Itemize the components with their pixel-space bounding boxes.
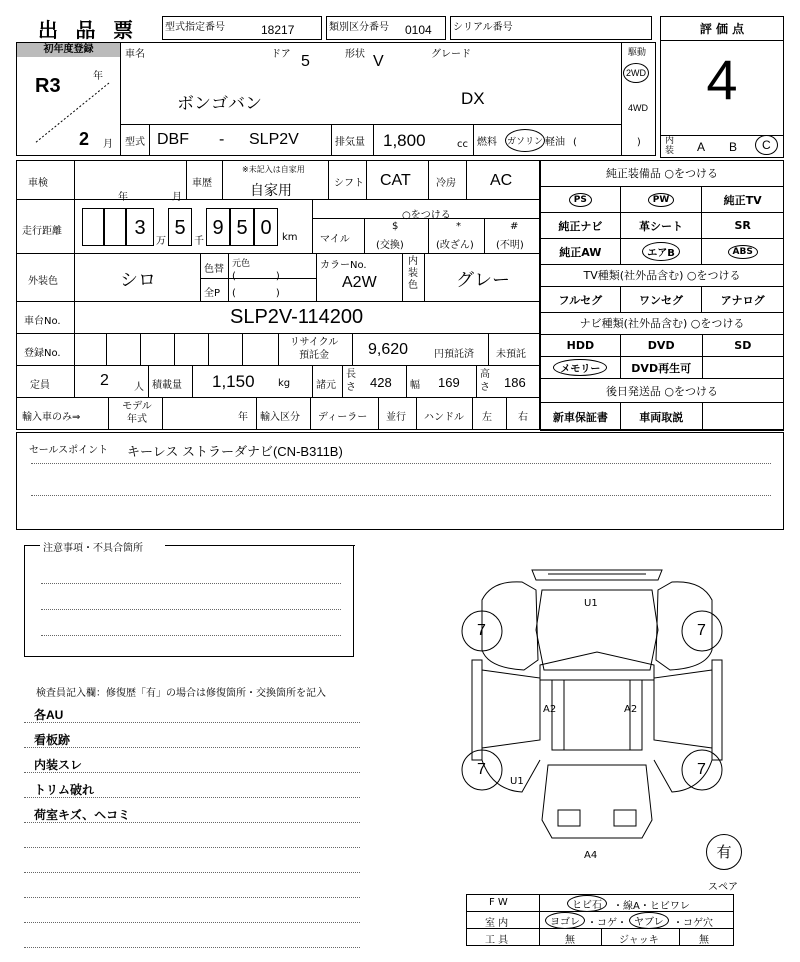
shape-value: V [373, 53, 384, 70]
interior-dirt-circled: ヨゴレ [545, 912, 585, 929]
navi-sd: SD [734, 339, 752, 352]
man-unit: 万 [156, 236, 166, 247]
navi-hdd: HDD [566, 339, 595, 352]
equipment-table [540, 186, 784, 265]
km-unit: km [282, 232, 298, 243]
digit-6: 5 [230, 208, 254, 246]
not-deposited-label: 未預託 [496, 349, 526, 360]
deposited-label: 円預託済 [434, 349, 474, 360]
interior-burn: ・コゲ・ [587, 918, 627, 929]
tire-front-left: 7 [477, 622, 486, 639]
diagram-a4: A4 [584, 850, 598, 861]
interior-cond-label: 室 内 [485, 918, 509, 929]
tv-analog: アナログ [720, 293, 765, 307]
grade-label: グレード [431, 49, 471, 60]
tire-front-right: 7 [697, 622, 706, 639]
later-table [540, 402, 784, 431]
dollar-mark: $ [392, 221, 399, 232]
chassis-number: SLP2V-114200 [230, 306, 364, 328]
fuel-gasoline-circled: ガソリン [505, 129, 545, 152]
tools-label: 工 具 [485, 935, 509, 946]
spare-label: スペア [708, 882, 738, 893]
shift-label: シフト [334, 178, 364, 189]
tv-oneseg: ワンセグ [639, 293, 683, 307]
drive-2wd-circled: 2WD [623, 63, 649, 83]
cc-unit: cc [457, 139, 468, 150]
interior-burn-hole: ・コゲ穴 [673, 918, 713, 929]
navi-memory-circled: メモリー [553, 359, 607, 376]
handle-label: ハンドル [424, 412, 464, 423]
first-reg-label: 初年度登録 [17, 43, 120, 57]
tools-jack: ジャッキ [619, 935, 659, 946]
model-designation-value: 18217 [261, 23, 295, 37]
height-value: 186 [504, 375, 526, 390]
color-no-label: カラーNo. [320, 260, 367, 271]
import-class-label: 輸入区分 [260, 412, 300, 423]
history-value: 自家用 [250, 182, 292, 198]
interior-color: グレー [456, 270, 510, 290]
model-prefix: DBF [157, 131, 189, 148]
door-value: 5 [301, 53, 310, 70]
serial-box [450, 16, 652, 40]
exterior-color: シロ [120, 270, 156, 290]
car-name: ボンゴバン [177, 94, 262, 113]
later-manual: 車両取説 [639, 410, 684, 424]
capacity-label: 定員 [30, 380, 50, 391]
shaken-month: 月 [172, 192, 182, 203]
history-label: 車歴 [192, 178, 212, 189]
drive-label: 駆動 [628, 48, 647, 58]
equip-pw-circled: PW [648, 193, 675, 207]
car-block [16, 42, 656, 156]
tire-rear-right: 7 [697, 761, 706, 778]
load-value: 1,150 [212, 372, 255, 391]
category-value: 0104 [405, 23, 432, 37]
rating-label: 評 価 点 [661, 17, 783, 41]
diagram-a2-left: A2 [543, 704, 557, 715]
hash-note: (不明) [496, 240, 524, 251]
door-label: ドア [271, 49, 291, 60]
navi-title: ナビ種類(社外品含む) ○をつける [579, 317, 745, 330]
notes-frame [24, 545, 354, 657]
displacement-value: 1,800 [383, 131, 426, 150]
page-title: 出 品 票 [38, 20, 140, 42]
ac-label: 冷房 [436, 178, 456, 189]
inspector-item-3: 内装スレ [34, 758, 83, 772]
recycle-label: リサイクル預託金 [289, 337, 339, 361]
equip-abs-circled: ABS [728, 245, 758, 259]
model-designation-box [162, 16, 322, 40]
star-mark: * [456, 221, 461, 232]
model-label: 型式 [125, 137, 145, 148]
shaken-year: 年 [118, 192, 128, 203]
model-value: SLP2V [249, 131, 299, 148]
exterior-color-label: 外装色 [28, 276, 58, 287]
mileage-circle-note: ○をつける [402, 210, 451, 221]
width-value: 169 [438, 375, 460, 390]
tv-title: TV種類(社外品含む) ○をつける [583, 269, 741, 282]
recycle-amount: 9,620 [368, 341, 409, 358]
fw-other: ・線A・ヒビワレ [613, 901, 690, 912]
equip-tv: 純正TV [723, 193, 762, 207]
model-year-label: モデル年式 [122, 401, 152, 425]
length-label: 長さ [346, 369, 356, 393]
registration-label: 登録No. [24, 348, 61, 359]
category-box [326, 16, 446, 40]
model-designation-label: 型式指定番号 [165, 22, 225, 33]
spare-tire-value: 有 [716, 843, 732, 861]
color-no-value: A2W [342, 274, 377, 291]
tools-1: 無 [565, 935, 575, 946]
capacity-unit: 人 [134, 382, 144, 393]
equip-airbag-circled: エアB [642, 242, 680, 261]
navi-table [540, 334, 784, 379]
color-change-label: 色替 [204, 264, 224, 275]
equipment-title: 純正装備品 ○をつける [541, 161, 783, 187]
first-reg-month: 2 [79, 129, 90, 149]
width-label: 幅 [410, 380, 420, 391]
dims-label: 諸元 [316, 380, 336, 391]
later-title: 後日発送品 ○をつける [605, 385, 719, 398]
tire-rear-left: 7 [477, 761, 486, 778]
interior-tear-circled: ヤブレ [629, 912, 669, 929]
dollar-note: (交換) [376, 240, 404, 251]
drive-4wd: 4WD [628, 103, 648, 113]
model-dash: - [219, 131, 225, 148]
mileage-label: 走行距離 [22, 226, 62, 237]
year-unit: 年 [93, 71, 103, 82]
sales-point-box [16, 432, 784, 530]
grade-value: DX [461, 89, 485, 108]
original-color-label: 元色 [232, 259, 251, 269]
import-year-unit: 年 [238, 412, 248, 423]
fuel-diesel: 軽油 [545, 137, 565, 148]
tv-table [540, 286, 784, 313]
equipment-block [540, 160, 784, 430]
allp-label: 全P [204, 288, 221, 299]
displacement-label: 排気量 [335, 137, 365, 148]
original-color-paren: ( ) [232, 271, 280, 282]
chassis-label: 車台No. [24, 316, 61, 327]
capacity-value: 2 [100, 372, 109, 389]
tv-fullseg: フルセグ [558, 293, 603, 307]
inspector-item-4: トリム破れ [34, 783, 95, 797]
kg-unit: kg [278, 378, 291, 389]
digit-5: 9 [206, 208, 230, 246]
equip-leather: 革シート [639, 219, 684, 233]
left-handle: 左 [482, 412, 492, 423]
shaken-label: 車検 [28, 178, 48, 189]
fw-crack-circled: ヒビ石 [567, 895, 607, 912]
digit-7: 0 [254, 208, 278, 246]
interior-color-label: 内装色 [408, 256, 418, 291]
notes-label: 注意事項・不具合箇所 [43, 543, 143, 554]
digit-4: 5 [168, 208, 192, 246]
digit-1 [82, 208, 104, 246]
grade-a: A [697, 140, 706, 154]
category-label: 類別区分番号 [329, 22, 389, 33]
parallel-option: 並行 [386, 412, 406, 423]
digit-2 [104, 208, 126, 246]
fw-label: F W [489, 897, 508, 908]
tools-3: 無 [699, 935, 709, 946]
inspector-label: 検査員記入欄：修復歴「有」の場合は修復箇所・交換箇所を記入 [36, 688, 326, 699]
ac-value: AC [490, 172, 513, 189]
shape-label: 形状 [345, 49, 365, 60]
grade-c-circled: C [755, 135, 778, 155]
hash-mark: # [510, 221, 519, 232]
grade-b: B [729, 140, 738, 154]
diagram-u1-side: U1 [510, 776, 524, 787]
inspector-item-2: 看板跡 [34, 733, 71, 747]
star-note: (改ざん) [436, 240, 474, 251]
diagram-a2-right: A2 [624, 704, 638, 715]
later-warranty: 新車保証書 [552, 410, 608, 424]
spare-tire-circle [706, 834, 742, 870]
height-label: 高さ [480, 369, 490, 393]
inspector-item-1: 各AU [34, 708, 64, 722]
equip-ps-circled: PS [569, 193, 592, 207]
history-note: ※未記入は自家用 [242, 165, 305, 174]
equip-sr: SR [734, 219, 751, 232]
diagram-u1-top: U1 [584, 598, 598, 609]
first-reg-era: R3 [35, 75, 61, 97]
equip-aw: 純正AW [559, 245, 602, 259]
sen-unit: 千 [194, 236, 204, 247]
mile-option: マイル [320, 234, 350, 245]
condition-table [466, 894, 734, 946]
length-value: 428 [370, 375, 392, 390]
navi-dvd: DVD [647, 339, 675, 352]
rating-box [660, 16, 784, 158]
navi-dvd-play: DVD再生可 [631, 361, 692, 375]
car-name-label: 車名 [125, 49, 145, 60]
rating-score: 4 [706, 48, 738, 111]
month-unit: 月 [103, 139, 113, 150]
dealer-option: ディーラー [318, 412, 368, 423]
sales-point-text: キーレス ストラーダナビ(CN-B311B) [127, 444, 343, 459]
digit-3: 3 [126, 208, 154, 246]
interior-grade-label: 内装 [665, 136, 675, 156]
shift-value: CAT [380, 172, 411, 189]
fuel-label: 燃料 [477, 137, 497, 148]
import-label: 輸入車のみ⇒ [22, 412, 81, 423]
load-label: 積載量 [152, 380, 182, 391]
inspector-item-5: 荷室キズ、ヘコミ [34, 808, 131, 822]
serial-label: シリアル番号 [453, 22, 513, 33]
equip-navi: 純正ナビ [558, 219, 603, 233]
allp-paren: ( ) [232, 288, 280, 299]
sales-point-label: セールスポイント [29, 445, 109, 456]
fuel-paren: ( ) [573, 137, 641, 148]
right-handle: 右 [518, 412, 528, 423]
